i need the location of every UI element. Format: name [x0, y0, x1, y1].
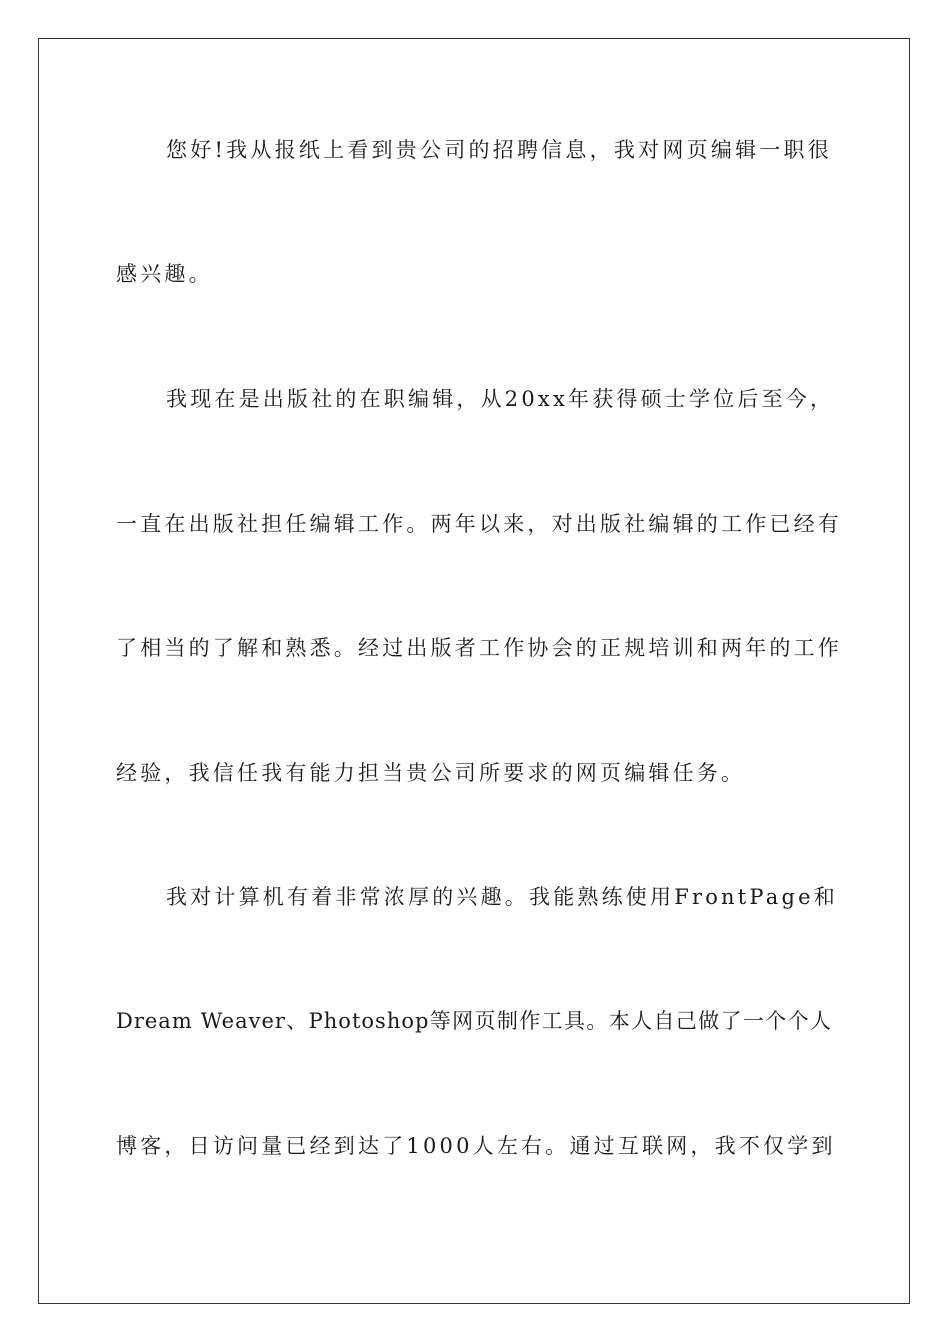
paragraph-2-line-2: 一直在出版社担任编辑工作。两年以来，对出版社编辑的工作已经有 — [116, 512, 842, 536]
page-border — [38, 38, 910, 1304]
paragraph-3-line-2: Dream Weaver、Photoshop等网页制作工具。本人自己做了一个个人 — [116, 1009, 832, 1033]
paragraph-3-line-1: 我对计算机有着非常浓厚的兴趣。我能熟练使用FrontPage和 — [166, 885, 838, 909]
paragraph-2-line-3: 了相当的了解和熟悉。经过出版者工作协会的正规培训和两年的工作 — [116, 636, 842, 660]
paragraph-1-line-1: 您好!我从报纸上看到贵公司的招聘信息，我对网页编辑一职很 — [166, 138, 832, 162]
paragraph-1-line-2: 感兴趣。 — [116, 262, 213, 286]
paragraph-2-line-1: 我现在是出版社的在职编辑，从20xx年获得硕士学位后至今， — [166, 387, 835, 411]
paragraph-3-line-3: 博客，日访问量已经到达了1000人左右。通过互联网，我不仅学到 — [116, 1134, 836, 1158]
paragraph-2-line-4: 经验，我信任我有能力担当贵公司所要求的网页编辑任务。 — [116, 761, 746, 785]
